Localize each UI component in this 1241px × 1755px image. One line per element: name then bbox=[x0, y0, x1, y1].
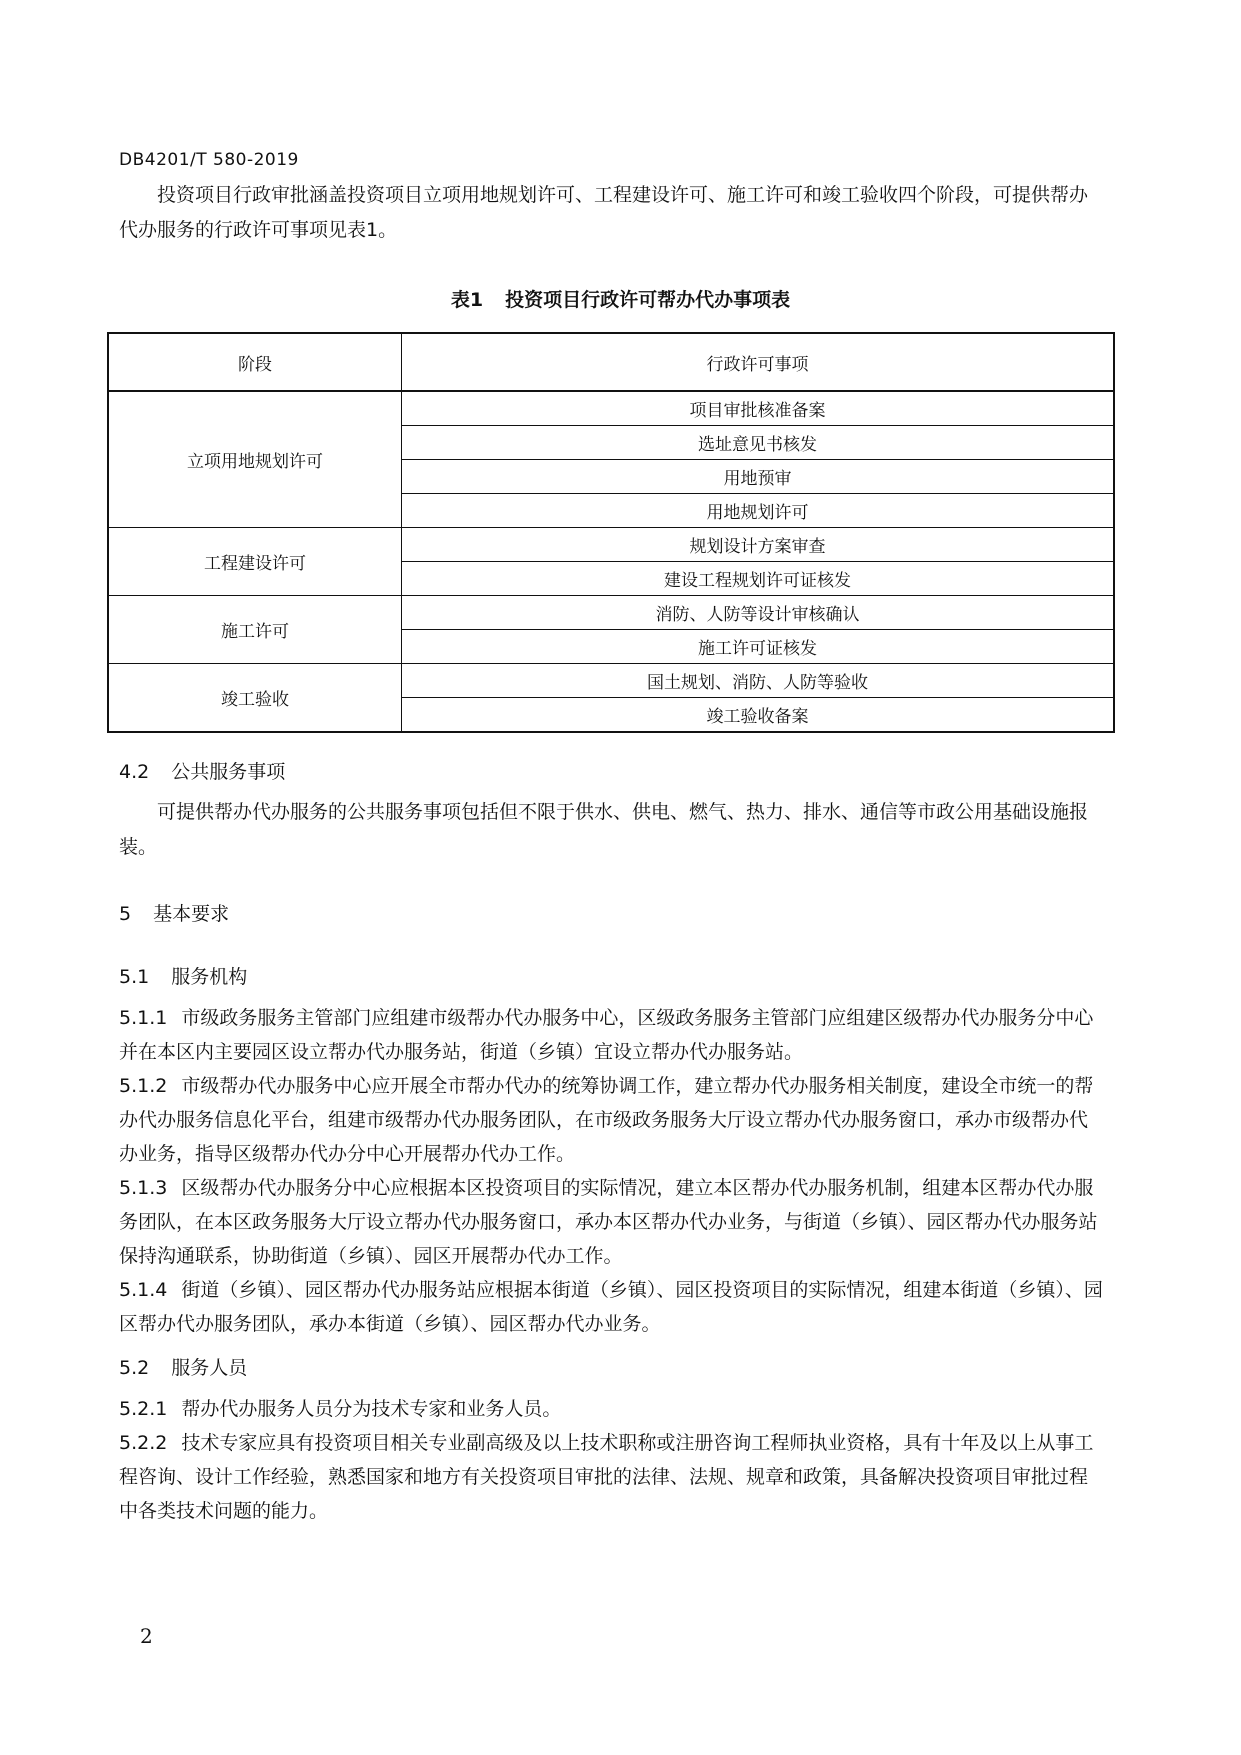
clause-text: 帮办代办服务人员分为技术专家和业务人员。 bbox=[181, 1398, 562, 1420]
clause-number: 5.2.2 bbox=[119, 1432, 168, 1454]
clause-text: 区级帮办代办服务分中心应根据本区投资项目的实际情况，建立本区帮办代办服务机制，组建本区帮办代办服务团队，在本区政务服务大厅设立帮办代办服务窗口，承办本区帮办代办业务，与街道（乡镇）、园区帮办代办服务站保持沟通联系，协助街道（乡镇）、园区开展帮办代办工作。 bbox=[119, 1177, 1098, 1267]
section-number: 5 bbox=[119, 903, 132, 925]
section-4-2-heading bbox=[119, 757, 285, 784]
section-title: 公共服务事项 bbox=[171, 761, 286, 783]
clause-number: 5.1.4 bbox=[119, 1279, 168, 1301]
section-title: 服务机构 bbox=[171, 966, 248, 988]
clause-number: 5.1.2 bbox=[119, 1075, 168, 1097]
item-cell: 选址意见书核发 bbox=[402, 426, 1115, 460]
document-code: DB4201/T 580-2019 bbox=[119, 150, 299, 170]
clause-number: 5.2.1 bbox=[119, 1398, 168, 1420]
clause-text: 市级帮办代办服务中心应开展全市帮办代办的统筹协调工作，建立帮办代办服务相关制度，建设全市统一的帮办代办服务信息化平台，组建市级帮办代办服务团队，在市级政务服务大厅设立帮办代办服务窗口，承办市级帮办代办业务，指导区级帮办代办分中心开展帮办代办工作。 bbox=[119, 1075, 1094, 1165]
clause-5-1-4 bbox=[119, 1273, 1104, 1341]
section-5-2-heading bbox=[119, 1353, 247, 1380]
item-cell: 消防、人防等设计审核确认 bbox=[402, 596, 1115, 630]
section-title: 基本要求 bbox=[153, 903, 230, 925]
intro-paragraph: 投资项目行政审批涵盖投资项目立项用地规划许可、工程建设许可、施工许可和竣工验收四个阶段，可提供帮办代办服务的行政许可事项见表1。 bbox=[119, 184, 1089, 241]
column-header-stage: 阶段 bbox=[108, 333, 402, 391]
item-cell: 规划设计方案审查 bbox=[402, 528, 1115, 562]
section-number: 5.1 bbox=[119, 966, 150, 988]
clause-text: 市级政务服务主管部门应组建市级帮办代办服务中心，区级政务服务主管部门应组建区级帮办代办服务分中心并在本区内主要园区设立帮办代办服务站，街道（乡镇）宜设立帮办代办服务站。 bbox=[119, 1007, 1094, 1063]
column-header-items: 行政许可事项 bbox=[402, 333, 1115, 391]
table-caption-title: 投资项目行政许可帮办代办事项表 bbox=[505, 289, 791, 311]
clause-5-1-3 bbox=[119, 1171, 1104, 1273]
permit-table bbox=[107, 332, 1115, 733]
section-title: 服务人员 bbox=[171, 1357, 248, 1379]
clause-text: 技术专家应具有投资项目相关专业副高级及以上技术职称或注册咨询工程师执业资格，具有十年及以上从事工程咨询、设计工作经验，熟悉国家和地方有关投资项目审批的法律、法规、规章和政策，具备解决投资项目审批过程中各类技术问题的能力。 bbox=[119, 1432, 1094, 1522]
table-header-row bbox=[108, 333, 1114, 391]
stage-cell: 工程建设许可 bbox=[108, 528, 402, 596]
table-row bbox=[108, 391, 1114, 426]
item-cell: 建设工程规划许可证核发 bbox=[402, 562, 1115, 596]
clause-5-1-2 bbox=[119, 1069, 1104, 1171]
item-cell: 项目审批核准备案 bbox=[402, 391, 1115, 426]
section-5-1-heading bbox=[119, 962, 247, 989]
section-number: 5.2 bbox=[119, 1357, 150, 1379]
stage-cell: 竣工验收 bbox=[108, 664, 402, 733]
stage-cell: 立项用地规划许可 bbox=[108, 391, 402, 528]
section-5-heading bbox=[119, 899, 229, 926]
item-cell: 国土规划、消防、人防等验收 bbox=[402, 664, 1115, 698]
stage-cell: 施工许可 bbox=[108, 596, 402, 664]
table-row bbox=[108, 664, 1114, 698]
item-cell: 施工许可证核发 bbox=[402, 630, 1115, 664]
clause-number: 5.1.3 bbox=[119, 1177, 168, 1199]
item-cell: 用地规划许可 bbox=[402, 494, 1115, 528]
table-caption-number: 表1 bbox=[450, 289, 484, 311]
item-cell: 用地预审 bbox=[402, 460, 1115, 494]
clause-5-2-1 bbox=[119, 1392, 1104, 1426]
item-cell: 竣工验收备案 bbox=[402, 698, 1115, 733]
clause-number: 5.1.1 bbox=[119, 1007, 168, 1029]
page-number: 2 bbox=[140, 1624, 153, 1648]
section-number: 4.2 bbox=[119, 761, 150, 783]
table-caption bbox=[0, 285, 1241, 312]
table-row bbox=[108, 528, 1114, 562]
section-4-2-paragraph: 可提供帮办代办服务的公共服务事项包括但不限于供水、供电、燃气、热力、排水、通信等市政公用基础设施报装。 bbox=[119, 801, 1089, 858]
clause-5-2-2 bbox=[119, 1426, 1104, 1528]
table-row bbox=[108, 596, 1114, 630]
clause-text: 街道（乡镇）、园区帮办代办服务站应根据本街道（乡镇）、园区投资项目的实际情况，组建本街道（乡镇）、园区帮办代办服务团队，承办本街道（乡镇）、园区帮办代办业务。 bbox=[119, 1279, 1103, 1335]
clause-5-1-1 bbox=[119, 1001, 1104, 1069]
